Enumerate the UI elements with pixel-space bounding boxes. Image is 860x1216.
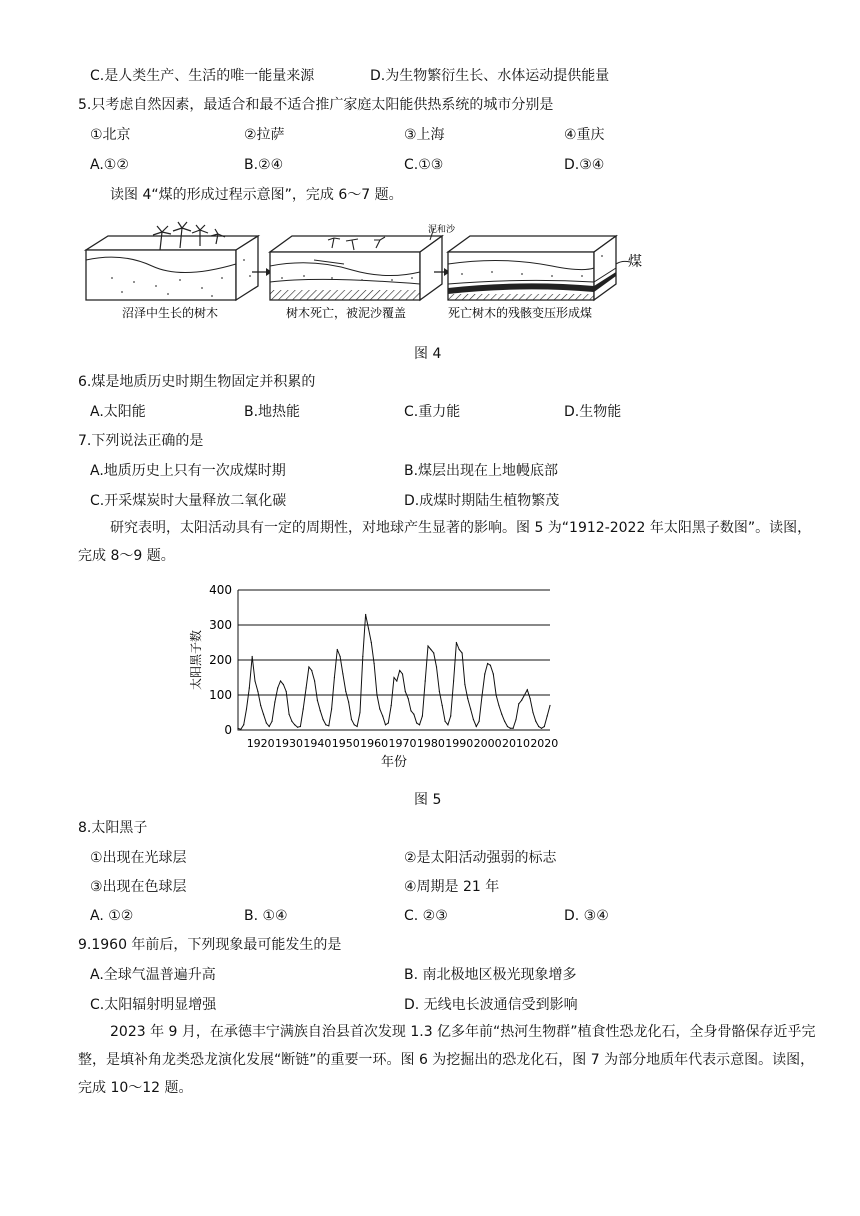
sunspot-data-point	[322, 719, 323, 720]
q7-option-d: D.成煤时期陆生植物繁茂	[404, 493, 560, 509]
sunspot-data-point	[274, 701, 275, 702]
sunspot-data-point	[535, 721, 536, 722]
chart-x-tick-label: 1930	[275, 737, 304, 750]
sunspot-series-line	[238, 615, 550, 730]
sunspot-data-point	[547, 715, 548, 716]
sunspot-data-point	[467, 698, 468, 699]
sunspot-data-point	[425, 680, 426, 681]
chart-x-tick-label: 1920	[246, 737, 275, 750]
chart-x-tick-label: 1990	[445, 737, 474, 750]
sunspot-data-point	[501, 714, 502, 715]
sunspot-data-point	[254, 680, 255, 681]
sunspot-data-point	[507, 726, 508, 727]
q8-choice-1: ①出现在光球层	[90, 850, 187, 866]
q9-option-c: C.太阳辐射明显增强	[90, 997, 217, 1013]
sunspot-data-point	[504, 721, 505, 722]
sunspot-data-point	[513, 728, 514, 729]
chart-y-tick-label: 100	[209, 688, 232, 702]
chart-x-tick-label: 2020	[530, 737, 558, 750]
q6-option-a: A.太阳能	[90, 404, 146, 420]
sunspot-data-point	[532, 712, 533, 713]
sunspot-data-point	[538, 726, 539, 727]
sunspot-data-point	[405, 691, 406, 692]
sunspot-data-point	[527, 689, 528, 690]
chart-x-tick-label: 1960	[360, 737, 389, 750]
figure4-caption: 图 4	[414, 346, 442, 362]
sunspot-data-point	[399, 670, 400, 671]
sunspot-data-point	[283, 684, 284, 685]
sunspot-data-point	[277, 687, 278, 688]
sunspot-data-point	[388, 722, 389, 723]
sunspot-data-point	[515, 719, 516, 720]
sunspot-data-point	[252, 656, 253, 657]
sunspot-data-point	[354, 724, 355, 725]
sunspot-data-point	[286, 691, 287, 692]
q9-stem: 9.1960 年前后，下列现象最可能发生的是	[78, 937, 342, 953]
sunspot-data-point	[260, 705, 261, 706]
coal-panel-swamp	[86, 222, 258, 300]
q9-option-a: A.全球气温普遍升高	[90, 967, 216, 983]
sunspot-data-point	[521, 700, 522, 701]
q5-option-a: A.①②	[90, 157, 129, 173]
q7-option-a: A.地质历史上只有一次成煤时期	[90, 463, 286, 479]
sunspot-data-point	[320, 710, 321, 711]
sunspot-data-point	[237, 728, 238, 729]
sunspot-data-point	[269, 726, 270, 727]
sunspot-data-point	[246, 708, 247, 709]
sunspot-data-point	[490, 665, 491, 666]
sunspot-data-point	[317, 700, 318, 701]
sunspot-data-point	[461, 652, 462, 653]
chart-y-axis-label: 太阳黑子数	[189, 629, 203, 691]
q5-choice-4: ④重庆	[564, 127, 605, 143]
sunspot-data-point	[473, 719, 474, 720]
sunspot-data-point	[430, 649, 431, 650]
sunspot-data-point	[510, 728, 511, 729]
sunspot-data-point	[305, 687, 306, 688]
sunspot-data-point	[544, 726, 545, 727]
q4-option-d: D.为生物繁衍生长、水体运动提供能量	[370, 68, 610, 84]
q6-option-b: B.地热能	[244, 404, 301, 420]
sunspot-data-point	[459, 649, 460, 650]
sunspot-data-point	[413, 714, 414, 715]
figure6-7-intro: 2023 年 9 月，在承德丰宁满族自治县首次发现 1.3 亿多年前“热河生物群”植食性恐龙化石，全身骨骼保存近乎完整，是填补角龙类恐龙演化发展“断链”的重要一环。图 6 为挖掘出的恐龙化石，图 7 为部分地质年代表示意图。读图，完成 10～12 题。	[78, 1024, 816, 1096]
sunspot-data-point	[311, 670, 312, 671]
q5-choice-3: ③上海	[404, 127, 445, 143]
sunspot-data-point	[453, 680, 454, 681]
coal-formation-diagram	[82, 220, 642, 328]
q4-option-c: C.是人类生产、生活的唯一能量来源	[90, 68, 315, 84]
chart-y-tick-label: 400	[209, 583, 232, 597]
sunspot-data-point	[357, 726, 358, 727]
sunspot-data-point	[334, 677, 335, 678]
q8-choice-3: ③出现在色球层	[90, 879, 187, 895]
sunspot-data-point	[456, 642, 457, 643]
sunspot-data-point	[433, 652, 434, 653]
coal-panel3-label: 死亡树木的残骸变压形成煤	[448, 306, 593, 320]
sunspot-data-point	[249, 687, 250, 688]
sunspot-data-point	[288, 714, 289, 715]
sunspot-data-point	[291, 721, 292, 722]
coal-panel1-label: 沼泽中生长的树木	[122, 306, 219, 320]
sunspot-data-point	[314, 680, 315, 681]
sunspot-data-point	[351, 719, 352, 720]
q5-stem: 5.只考虑自然因素，最适合和最不适合推广家庭太阳能供热系统的城市分别是	[78, 97, 554, 113]
sunspot-data-point	[524, 694, 525, 695]
sunspot-data-point	[331, 708, 332, 709]
figure5-intro: 研究表明，太阳活动具有一定的周期性，对地球产生显著的影响。图 5 为“1912-2022 年太阳黑子数图”。读图，完成 8～9 题。	[78, 520, 812, 564]
sunspot-data-point	[280, 680, 281, 681]
chart-y-tick-label: 200	[209, 653, 232, 667]
sunspot-data-point	[325, 724, 326, 725]
sunspot-data-point	[402, 673, 403, 674]
sunspot-data-point	[266, 722, 267, 723]
q6-stem: 6.煤是地质历史时期生物固定并积累的	[78, 374, 316, 390]
q8-choice-2: ②是太阳活动强弱的标志	[404, 850, 557, 866]
coal-panel-coal	[448, 236, 630, 300]
sunspot-data-point	[496, 694, 497, 695]
sunspot-data-point	[470, 708, 471, 709]
q8-option-b: B. ①④	[244, 908, 288, 924]
sunspot-data-point	[439, 691, 440, 692]
q5-choice-1: ①北京	[90, 127, 131, 143]
coal-panel-buried	[270, 228, 442, 300]
sunspot-data-point	[419, 724, 420, 725]
chart-x-tick-label: 2000	[473, 737, 502, 750]
sunspot-data-point	[376, 694, 377, 695]
chart-y-tick-label: 300	[209, 618, 232, 632]
sunspot-data-point	[328, 725, 329, 726]
sunspot-data-point	[359, 712, 360, 713]
chart-x-tick-label: 1980	[416, 737, 445, 750]
sunspot-data-point	[518, 703, 519, 704]
chart-x-tick-label: 2010	[501, 737, 530, 750]
q7-stem: 7.下列说法正确的是	[78, 433, 204, 449]
q8-choice-4: ④周期是 21 年	[404, 879, 500, 895]
sunspot-data-point	[450, 715, 451, 716]
sunspot-data-point	[385, 724, 386, 725]
chart-y-tick-label: 0	[224, 723, 232, 737]
sunspot-data-point	[481, 696, 482, 697]
sunspot-data-point	[476, 726, 477, 727]
chart-x-axis-label: 年份	[380, 755, 408, 770]
sunspot-data-point	[478, 721, 479, 722]
q8-option-a: A. ①②	[90, 908, 134, 924]
figure4-intro: 读图 4“煤的形成过程示意图”，完成 6～7 题。	[110, 187, 403, 203]
sunspot-data-point	[303, 708, 304, 709]
sunspot-data-point	[391, 705, 392, 706]
sunspot-data-point	[410, 710, 411, 711]
figure5-caption: 图 5	[414, 792, 442, 808]
sunspot-data-point	[257, 691, 258, 692]
q9-option-d: D. 无线电长波通信受到影响	[404, 997, 578, 1013]
sunspot-data-point	[408, 698, 409, 699]
q9-option-b: B. 南北极地区极光现象增多	[404, 967, 577, 983]
sunspot-data-point	[447, 724, 448, 725]
q6-option-c: C.重力能	[404, 404, 461, 420]
q7-option-b: B.煤层出现在上地幔底部	[404, 463, 559, 479]
sunspot-data-point	[362, 656, 363, 657]
sunspot-data-point	[342, 673, 343, 674]
sunspot-data-point	[464, 684, 465, 685]
sunspot-data-point	[442, 705, 443, 706]
sunspot-data-point	[271, 721, 272, 722]
sunspot-data-point	[294, 724, 295, 725]
sunspot-data-point	[393, 677, 394, 678]
sunspot-data-point	[308, 666, 309, 667]
sunspot-data-point	[498, 705, 499, 706]
q5-choice-2: ②拉萨	[244, 127, 285, 143]
sunspot-data-point	[371, 642, 372, 643]
chart-grid	[238, 590, 550, 730]
sunspot-data-point	[368, 628, 369, 629]
sunspot-data-point	[263, 714, 264, 715]
sunspot-data-point	[422, 715, 423, 716]
sunspot-data-point	[374, 663, 375, 664]
coal-panel2-label: 树木死亡，被泥沙覆盖	[286, 306, 407, 320]
sunspot-data-point	[297, 727, 298, 728]
sunspot-data-point	[379, 708, 380, 709]
sunspot-data-point	[541, 728, 542, 729]
sunspot-data-point	[240, 729, 241, 730]
q8-option-c: C. ②③	[404, 908, 448, 924]
q6-option-d: D.生物能	[564, 404, 622, 420]
sunspot-data-point	[487, 663, 488, 664]
sunspot-data-point	[345, 691, 346, 692]
sunspot-data-point	[365, 614, 366, 615]
sunspot-data-point	[300, 726, 301, 727]
chart-x-tick-label: 1970	[388, 737, 417, 750]
sunspot-data-point	[530, 698, 531, 699]
q8-stem: 8.太阳黑子	[78, 820, 148, 836]
coal-label: 煤	[628, 254, 642, 270]
sunspot-data-point	[444, 721, 445, 722]
sunspot-data-point	[348, 701, 349, 702]
sunspot-data-point	[549, 705, 550, 706]
chart-x-tick-label: 1940	[303, 737, 332, 750]
chart-x-tick-label: 1950	[331, 737, 360, 750]
q7-option-c: C.开采煤炭时大量释放二氧化碳	[90, 493, 287, 509]
sunspot-data-point	[484, 673, 485, 674]
q5-option-b: B.②④	[244, 157, 284, 173]
coal-sediment-label: 泥和沙	[428, 225, 456, 235]
sunspot-data-point	[340, 656, 341, 657]
sunspot-data-point	[436, 666, 437, 667]
sunspot-data-point	[243, 724, 244, 725]
sunspot-data-point	[416, 722, 417, 723]
sunspot-data-point	[493, 673, 494, 674]
q8-option-d: D. ③④	[564, 908, 609, 924]
q5-option-d: D.③④	[564, 157, 605, 173]
sunspot-data-point	[382, 715, 383, 716]
sunspot-data-point	[427, 645, 428, 646]
q5-option-c: C.①③	[404, 157, 444, 173]
sunspot-data-point	[396, 680, 397, 681]
sunspot-data-point	[337, 649, 338, 650]
sunspot-chart	[178, 578, 558, 778]
